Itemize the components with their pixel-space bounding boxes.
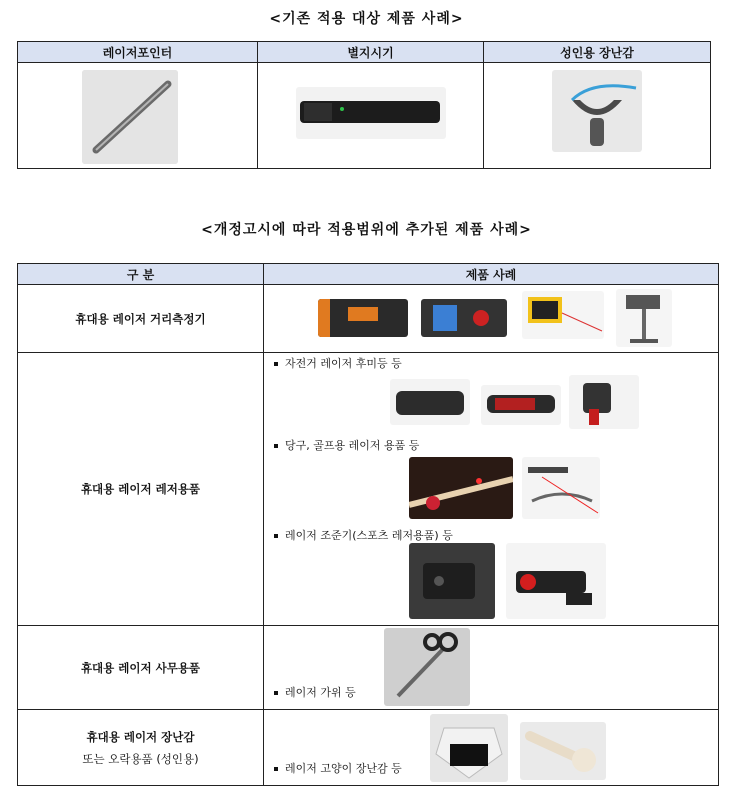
header-laser-pointer: 레이저포인터 <box>18 42 258 63</box>
laser-scissors-image <box>384 628 470 706</box>
header-adult-toy: 성인용 장난감 <box>484 42 711 63</box>
office-goods-cell <box>264 626 719 710</box>
section1-title: <기존 적용 대상 제품 사례> <box>269 11 464 27</box>
star-pointer-image <box>296 87 446 139</box>
category-leisure-goods: 휴대용 레이저 레저용품 <box>18 353 264 626</box>
toys-cell <box>264 710 719 786</box>
billiard-laser-image <box>409 457 513 519</box>
category-distance-meter: 휴대용 레이저 거리측정기 <box>18 285 264 353</box>
category-toys-line2: 또는 오락용품 (성인용) <box>82 751 199 766</box>
bullet-laser-scope-text: 레이저 조준기(스포츠 레저용품) 등 <box>285 529 453 542</box>
adult-toy-image <box>552 70 642 152</box>
bullet-billiard-golf-text: 당구, 골프용 레이저 용품 등 <box>285 439 420 452</box>
header-product-examples: 제품 사례 <box>264 264 719 285</box>
leisure-goods-cell <box>264 353 719 626</box>
category-office-goods: 휴대용 레이저 사무용품 <box>18 626 264 710</box>
bike-light-image-1 <box>390 379 470 425</box>
distance-meter-images <box>264 285 719 353</box>
laser-pointer-cell <box>18 63 258 169</box>
distance-meter-image-1 <box>318 299 408 337</box>
distance-meter-image-3 <box>522 291 604 339</box>
laser-scope-image-1 <box>409 543 495 619</box>
category-toys-line1: 휴대용 레이저 장난감 <box>86 729 195 744</box>
laser-pointer-image <box>82 70 178 164</box>
adult-toy-cell <box>484 63 711 169</box>
bullet-bike-taillight <box>274 355 402 371</box>
section2-title: <개정고시에 따라 적용범위에 추가된 제품 사례> <box>201 222 532 238</box>
distance-meter-image-4 <box>616 289 672 347</box>
distance-meter-image-2 <box>421 299 507 337</box>
bullet-laser-scissors <box>274 684 356 700</box>
golf-laser-image <box>522 457 600 519</box>
header-category: 구 분 <box>18 264 264 285</box>
bike-light-image-3 <box>569 375 639 429</box>
cat-toy-image-2 <box>520 722 606 780</box>
bullet-cat-toy <box>274 760 402 776</box>
bullet-cat-toy-text: 레이저 고양이 장난감 등 <box>285 762 402 775</box>
added-products-table <box>17 263 719 786</box>
bike-light-image-2 <box>481 385 561 425</box>
cat-toy-image-1 <box>430 714 508 782</box>
bullet-laser-scope <box>274 527 453 543</box>
bullet-billiard-golf <box>274 437 419 453</box>
star-pointer-cell <box>258 63 484 169</box>
bullet-bike-taillight-text: 자전거 레이저 후미등 등 <box>285 357 402 370</box>
category-toys-entertainment <box>18 710 264 786</box>
existing-products-table <box>17 41 711 169</box>
header-star-pointer: 별지시기 <box>258 42 484 63</box>
bullet-laser-scissors-text: 레이저 가위 등 <box>285 686 356 699</box>
laser-scope-image-2 <box>506 543 606 619</box>
